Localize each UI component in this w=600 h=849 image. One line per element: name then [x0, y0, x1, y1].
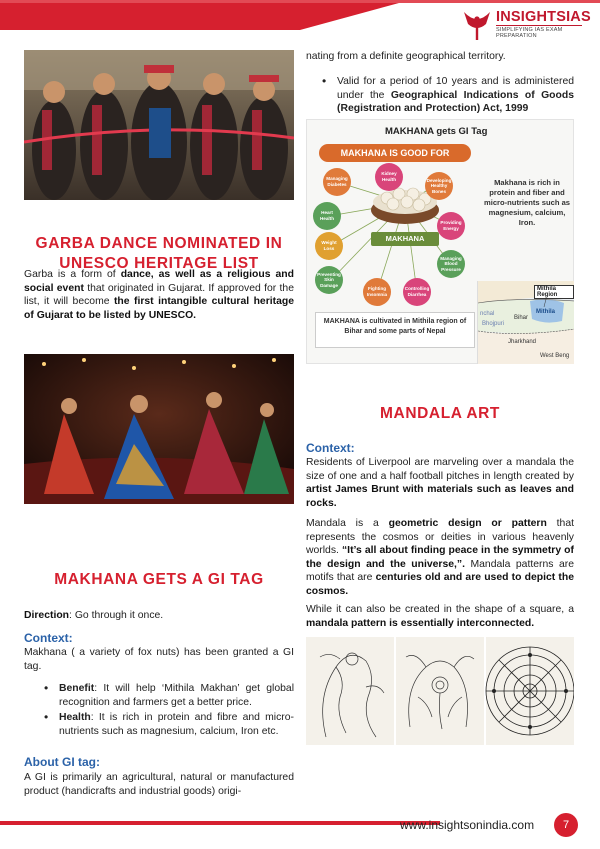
- garba-heading-line2: UNESCO HERITAGE LIST: [59, 255, 259, 272]
- logo-tagline: SIMPLIFYING IAS EXAM PREPARATION: [496, 27, 563, 39]
- map-label-westbeng: West Beng: [540, 353, 570, 359]
- about-gi-text: A GI is primarily an agricultural, natural or manufactured product (handicrafts and industrial goods) origi-: [24, 772, 294, 797]
- logo-brand-name: INSIGHTSIAS: [496, 9, 591, 25]
- benefit-node: Controlling Diarrhea: [403, 278, 431, 306]
- direction-text: : Go through it once.: [69, 610, 164, 621]
- map-label-nchal: nchal: [480, 311, 495, 317]
- benefit-node: Managing Blood Pressure: [437, 250, 465, 278]
- benefit-node: Managing Diabetes: [323, 168, 351, 196]
- garba-text-4: the first intangible cultural heritage of Gujarat to be listed by UNESCO.: [24, 296, 294, 321]
- map-label-jharkhand: Jharkhand: [508, 339, 537, 345]
- mandala-context-1: Residents of Liverpool are marveling over a mandala the size of one and a half football pitches in length created by: [306, 457, 574, 482]
- mandala-definition: [306, 517, 574, 599]
- footer-red-line: [0, 821, 440, 825]
- about-gi-label: About GI tag:: [24, 755, 100, 769]
- garba-paragraph: [24, 268, 294, 322]
- garba-heading-line1: GARBA DANCE NOMINATED IN: [35, 235, 283, 252]
- makhana-context-text: Makhana ( a variety of fox nuts) has been granted a GI tag.: [24, 647, 294, 672]
- mandala-shape-1: While it can also be created in the shape of a square, a: [306, 604, 574, 615]
- footer-url[interactable]: www.insightsonindia.com: [400, 818, 535, 832]
- mandala-context-text: [306, 456, 574, 510]
- makhana-heading: MAKHANA GETS A GI TAG: [54, 571, 264, 588]
- list-item: [322, 75, 574, 116]
- mandala-context-2: artist James Brunt with materials such as leaves and rocks.: [306, 484, 574, 509]
- infographic-center-label: MAKHANA: [371, 232, 439, 246]
- benefit-node: Preventing Skin Damage: [315, 266, 343, 294]
- mithila-region-map: [477, 281, 574, 364]
- map-label-mithila: Mithila: [536, 309, 555, 315]
- validity-act: Geographical Indications of Goods (Registration and Protection) Act, 1999: [337, 89, 574, 115]
- garba-text-3: that originated in Gujarat. If approved for the list, it will become: [24, 282, 294, 308]
- gi-continued-text: nating from a definite geographical territory.: [306, 51, 506, 62]
- direction-line: [24, 609, 294, 623]
- mandala-def-6: centuries old and are used to depict the cosmos.: [306, 572, 574, 597]
- infographic-bottom-note: MAKHANA is cultivated in Mithila region of Bihar and some parts of Nepal: [315, 312, 475, 348]
- bullet-label: Health: [59, 712, 91, 724]
- infographic-pill: MAKHANA IS GOOD FOR: [319, 144, 471, 162]
- benefit-node: Heart Health: [313, 202, 341, 230]
- logo-divider: [496, 25, 582, 26]
- list-item: [44, 711, 294, 738]
- mandala-context-label: Context:: [306, 441, 355, 455]
- list-item: [44, 682, 294, 709]
- bullet-label: Benefit: [59, 683, 95, 694]
- direction-label: Direction: [24, 610, 70, 621]
- map-label-bhojpuri: Bhojpuri: [482, 321, 505, 327]
- mandala-def-5: Mandala patterns are motifs that are: [306, 558, 574, 584]
- benefit-node: Fighting Insomnia: [363, 278, 391, 306]
- benefit-node: Developing Healthy Bones: [425, 172, 453, 200]
- garba-dance-photo: [24, 354, 294, 504]
- mandala-def-2: geometric design or pattern: [388, 518, 547, 529]
- map-label-bihar: Bihar: [514, 315, 529, 321]
- mandala-def-3: that represents the cosmos or deities in various heavenly worlds.: [306, 518, 574, 557]
- page-number-badge: 7: [554, 813, 578, 837]
- garba-text-1: Garba is a form of: [24, 269, 121, 280]
- bullet-text: : It will help ‘Mithila Makhan’ get global recognition and farmers get a better price.: [59, 683, 294, 708]
- validity-text: Valid for a period of 10 years and is administered under the: [337, 76, 574, 101]
- infographic-side-note: Makhana is rich in protein and fiber and micro-nutrients such as magnesium, calcium, Iron.: [483, 178, 571, 227]
- benefit-node: Kidney Health: [375, 163, 403, 191]
- benefit-node: Weight Loss: [315, 232, 343, 260]
- ribbon-cutting-photo: [24, 50, 294, 200]
- mandala-heading: MANDALA ART: [380, 405, 500, 422]
- bullet-text: : It is rich in protein and fibre and micro-nutrients such as magnesium, calcium, Iron etc.: [59, 712, 294, 737]
- makhana-context-label: Context:: [24, 631, 73, 645]
- benefit-node: Providing Energy: [437, 212, 465, 240]
- mandala-def-1: Mandala is a: [306, 518, 389, 529]
- validity-list: [322, 75, 574, 116]
- mandala-art-photo: [306, 637, 574, 745]
- mandala-shape-2: mandala pattern is essentially interconnected.: [306, 617, 535, 629]
- insightsias-logo: [462, 6, 591, 46]
- mandala-def-4: “It’s all about finding peace in the symmetry of the design and the universe,”.: [306, 545, 574, 570]
- mandala-shape-text: [306, 603, 574, 630]
- map-label-region: Mithila Region: [534, 285, 574, 299]
- garba-text-2: dance, as well as a religious and social event: [24, 269, 294, 294]
- makhana-bullet-list: [44, 682, 294, 738]
- infographic-title: MAKHANA gets GI Tag: [385, 126, 488, 137]
- logo-mark-icon: [462, 8, 492, 42]
